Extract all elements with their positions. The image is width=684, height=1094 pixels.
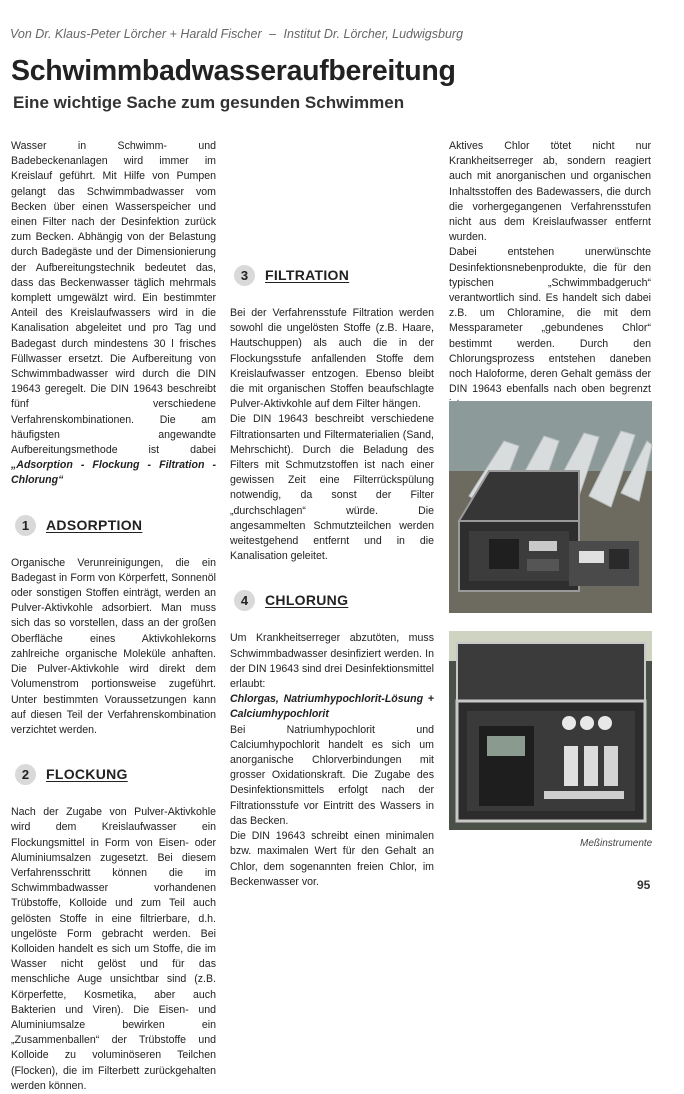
section-title: FLOCKUNG [46, 766, 128, 782]
intro-paragraph [11, 139, 216, 489]
chlorung-paragraph-3: Die DIN 19643 schreibt einen minimalen bzw. maximalen Wert für den Gehalt an Chlor, dem sogenannten freien Chlor, im Beckenwasser vor. [230, 830, 434, 888]
column-3 [449, 139, 651, 413]
section-number-badge: 4 [234, 590, 255, 611]
poolside-photo [449, 401, 652, 613]
filtration-paragraph-2: Die DIN 19643 beschreibt verschiedene Filtrationsarten und Filtermaterialien (Sand, Mehrschicht). Durch die Beladung des Filters mit Schmutzstoffen ist nach einer gewissen Zeit eine Filterrückspülung notwendig, da sonst der Filter „durchschlagen“ würde. Die angesammelten Schmutzteilchen werden weitestgehend entfernt und in die Kanalisation geleitet. [230, 413, 434, 563]
intro-emphasis: „Adsorption - Flockung - Filtration - Chlorung“ [11, 459, 216, 487]
chlorung-emphasis: Chlorgas, Natriumhypochlorit-Lösung + Calciumhypochlorit [230, 693, 434, 721]
filtration-paragraph-1: Bei der Verfahrensstufe Filtration werden sowohl die ungelösten Stoffe (z.B. Haare, Hautschuppen) als auch die in der Flockungsstufe anfallenden Stoffe dem Kreislaufwasser entzogen. Ebenso bleibt die mit organischen Stoffen beaufschlagte Pulver-Aktivkohle auf dem Filter hängen. [230, 307, 434, 411]
section-title: FILTRATION [265, 266, 350, 283]
column-2 [230, 139, 434, 890]
photo-caption: Meßinstrumente [580, 838, 653, 849]
institute: Institut Dr. Lörcher, Ludwigsburg [283, 27, 464, 41]
poolside-photo-image [449, 401, 652, 613]
page-number: 95 [637, 878, 651, 892]
adsorption-text: Organische Verunreinigungen, die ein Badegast in Form von Körperfett, Sonnenöl oder sonstigen Stoffen einträgt, werden an Pulver-Aktivkohle adsorbiert. Man muss sich das so vorstellen, dass an der großen Oberfläche eines Aktivkohlekorns zahlreiche organische Moleküle anhaften. Die Pulver-Aktivkohle wird direkt dem Volumenstrom portionsweise zugeführt. Unter bestimmten Voraussetzungen kann auf diesen Teil der Verfahrenskombination verzichtet werden. [11, 556, 216, 736]
chlorung-paragraph-5: Dabei entstehen unerwünschte Desinfektionsnebenprodukte, die für den typischen „Schwimmbadgeruch“ verantwortlich sind. Es handelt sich dabei z.B. um Chloramine, die mit dem Messparameter „gebundenes Chlor“ bestimmt werden. Durch den Chlorungsprozess entstehen daneben noch Haloforme, deren Gehalt gemäss der DIN 19643 ebenfalls nach oben begrenzt [449, 246, 651, 396]
column-1 [11, 139, 216, 1092]
measuring-case-photo-image [449, 631, 652, 830]
article-title: Schwimmbadwasseraufbereitung [11, 55, 456, 87]
section-title: CHLORUNG [265, 592, 349, 609]
section-adsorption-heading [15, 515, 216, 536]
byline-separator: – [269, 27, 277, 41]
intro-text: Wasser in Schwimm- und Badebeckenanlagen wird immer im Kreislauf geführt. Mit Hilfe von Pumpen gelangt das Schwimmbadwasser vom Becken über einen Wasserspeicher und einen Filter nach der Desinfektion zurück zum Becken. Abhängig von der Belastung durch Badegäste und der Dimensionierung der Aufbereitungstechnik bedeutet das, dass das Beckenwasser täglich mehrmals komplett umgewälzt wird. Ein bestimmter Anteil des Kreislaufwassers wird in die Kanalisation abgeleitet und pro Tag und Badegast durch mindestens 30 l frisches Füllwasser ersetzt. Die Aufbereitung von Schwimmbadwasser wird durch die DIN 19643 geregelt. Die DIN 19643 beschreibt fünf verschiedene Verfahrenskombinationen. Die am häufigsten angewandte Aufbereitungsmethode ist dabei [11, 140, 216, 457]
chlorung-paragraph-2: Bei Natriumhypochlorit und Calciumhypochlorit handelt es sich um anorganische Chlorverbindungen mit grosser Oxidationskraft. Die Zugabe des Desinfektionsmittels erfolgt nach der Filtrationsstufe vor Eintritt des Wassers in das Becken. [230, 723, 434, 827]
flockung-text: Nach der Zugabe von Pulver-Aktivkohle wird dem Kreislaufwasser ein Flockungsmittel in Form von Eisen- oder Aluminiumsalzen zugesetzt. Bei diesem Verfahrensschritt können die im Schwimmbadwasser vorhandenen Trübstoffe, Kolloide und zum Teil auch gelösten Stoffe in eine filtrierbare, d.h. ungelöste Form gebracht werden. Bei Kolloiden handelt es sich um Stoffe, die im Wasser nicht gelöst und für das menschliche Auge unsichtbar sind (z.B. Körperfette, Kosmetika, aber auch Bakterien und Viren). Die Eisen- und Aluminiumsalze bewirken ein „Zusammenballen“ der Trübstoffe und Kolloide zu voluminöseren Teilchen (Flocken), die im Filterbett zurückgehalten werden können. [11, 806, 216, 1092]
section-title: ADSORPTION [46, 516, 143, 533]
chlorung-paragraph-4: Aktives Chlor tötet nicht nur Krankheitserreger ab, sondern reagiert auch mit anorganischen und organischen Inhaltsstoffen des Badewassers, die durch die vorhergegangenen Verfahrensstufen nicht aus dem Kreislaufwasser entfernt wurden. [449, 140, 651, 244]
section-chlorung-heading [234, 590, 434, 611]
chlorung-paragraph-1: Um Krankheitserreger abzutöten, muss Schwimmbadwasser desinfiziert werden. In der DIN 19643 sind drei Desinfektionsmittel erlaubt: [230, 632, 434, 691]
byline [10, 27, 463, 41]
authors: Von Dr. Klaus-Peter Lörcher + Harald Fischer [10, 27, 262, 41]
section-filtration-heading [234, 265, 434, 286]
section-number-badge: 2 [15, 764, 36, 785]
section-number-badge: 1 [15, 515, 36, 536]
article-subtitle: Eine wichtige Sache zum gesunden Schwimmen [13, 93, 405, 112]
section-flockung-heading [15, 764, 216, 785]
section-number-badge: 3 [234, 265, 255, 286]
measuring-case-photo [449, 631, 652, 830]
